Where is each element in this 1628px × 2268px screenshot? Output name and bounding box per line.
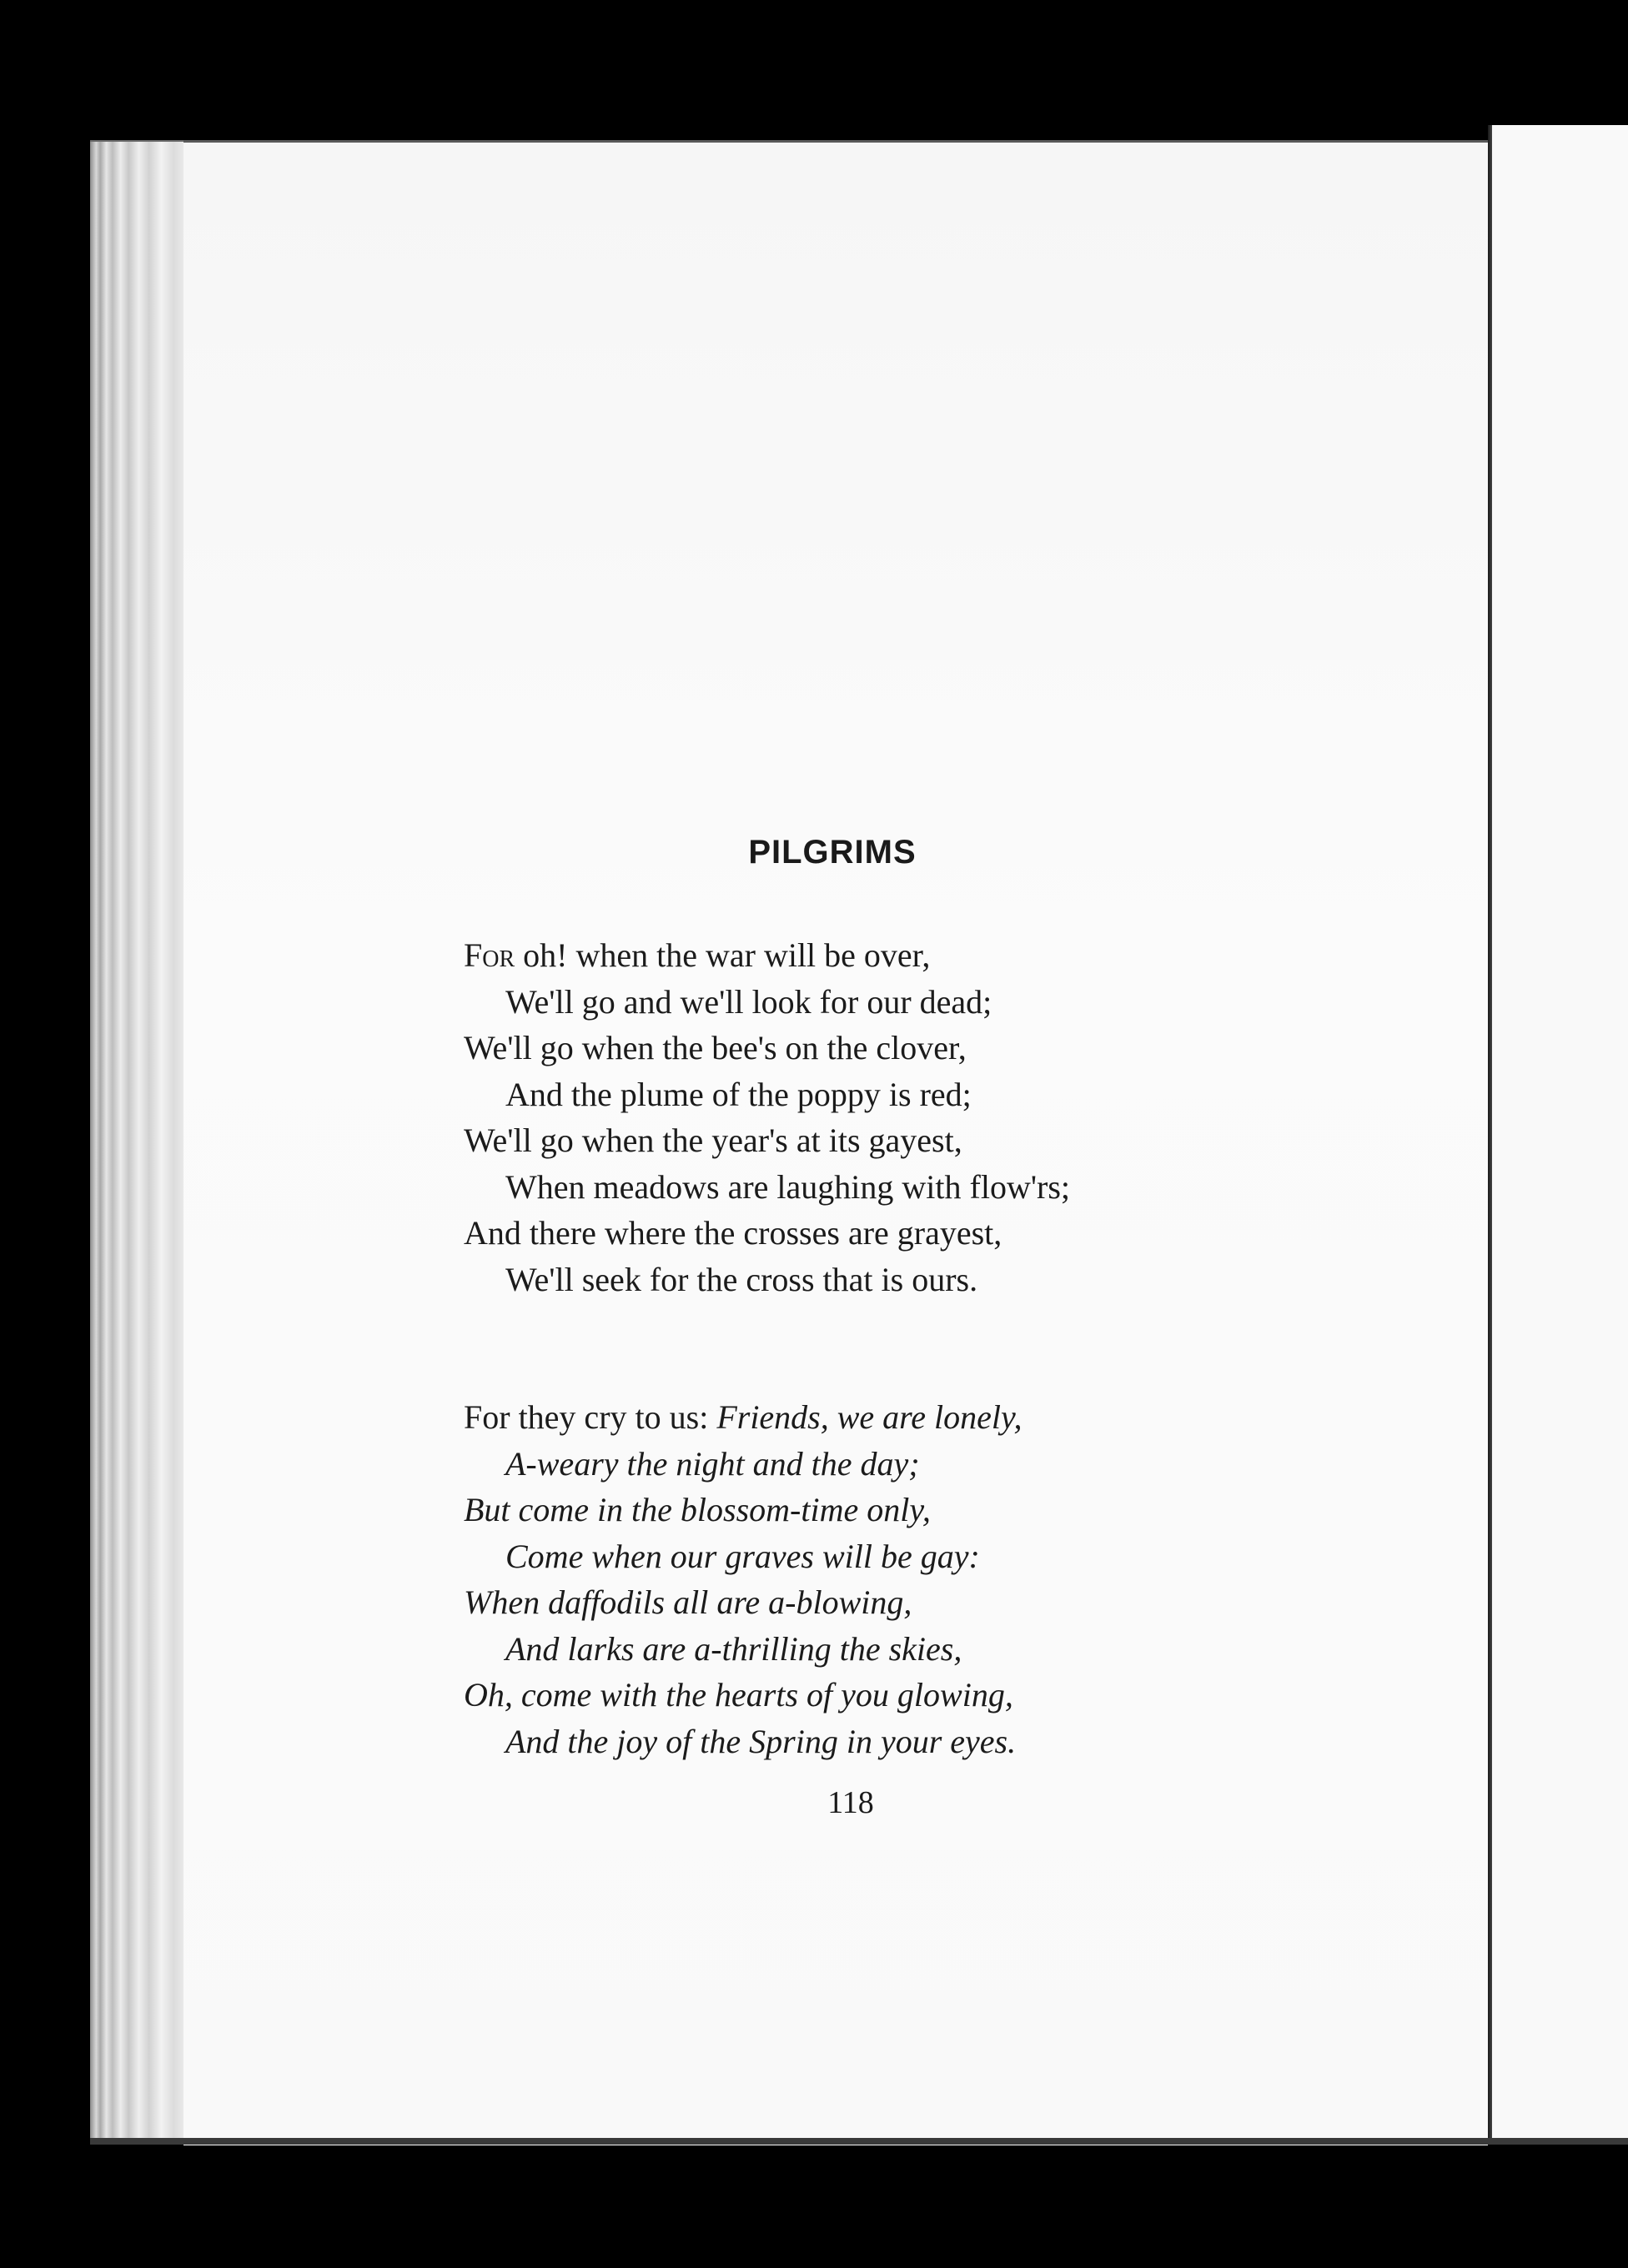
stanza-2-line-7: Oh, come with the hearts of you glowing, (464, 1676, 1013, 1714)
stanza-2-line-2: A-weary the night and the day; (505, 1444, 920, 1483)
stanza-1-line-1 (464, 932, 1070, 979)
poem-title: PILGRIMS (748, 834, 917, 871)
drop-word: For (464, 936, 515, 974)
page-bottom-edge (90, 2138, 1628, 2145)
stanza-2-line-6: And larks are a-thrilling the skies, (505, 1629, 962, 1668)
book-gutter (1488, 125, 1492, 2143)
stanza-1-line-5: We'll go when the year's at its gayest, (464, 1121, 962, 1159)
stanza-1-line-6: When meadows are laughing with flow'rs; (505, 1167, 1071, 1206)
page-edges (90, 140, 192, 2145)
stanza-2 (464, 1394, 1023, 1764)
right-page (1488, 125, 1628, 2143)
stanza-2-line-4: Come when our graves will be gay: (505, 1537, 980, 1575)
stanza-1-line-3: We'll go when the bee's on the clover, (464, 1029, 967, 1066)
stanza-2-line-3: But come in the blossom-time only, (464, 1491, 931, 1528)
line-text-italic: Friends, we are lonely, (716, 1398, 1023, 1436)
stanza-2-line-8: And the joy of the Spring in your eyes. (505, 1722, 1017, 1760)
stanza-1-line-7: And there where the crosses are grayest, (464, 1214, 1002, 1252)
stanza-1-line-2: We'll go and we'll look for our dead; (505, 982, 992, 1021)
stanza-1 (464, 932, 1070, 1302)
stanza-2-line-5: When daffodils all are a-blowing, (464, 1583, 912, 1621)
stanza-1-line-4: And the plume of the poppy is red; (505, 1075, 972, 1113)
stanza-2-line-1 (464, 1394, 1023, 1441)
stanza-1-line-8: We'll seek for the cross that is ours. (505, 1260, 978, 1298)
line-text: oh! when the war will be over, (515, 936, 931, 974)
page-number: 118 (827, 1785, 874, 1820)
line-text: For they cry to us: (464, 1398, 717, 1436)
